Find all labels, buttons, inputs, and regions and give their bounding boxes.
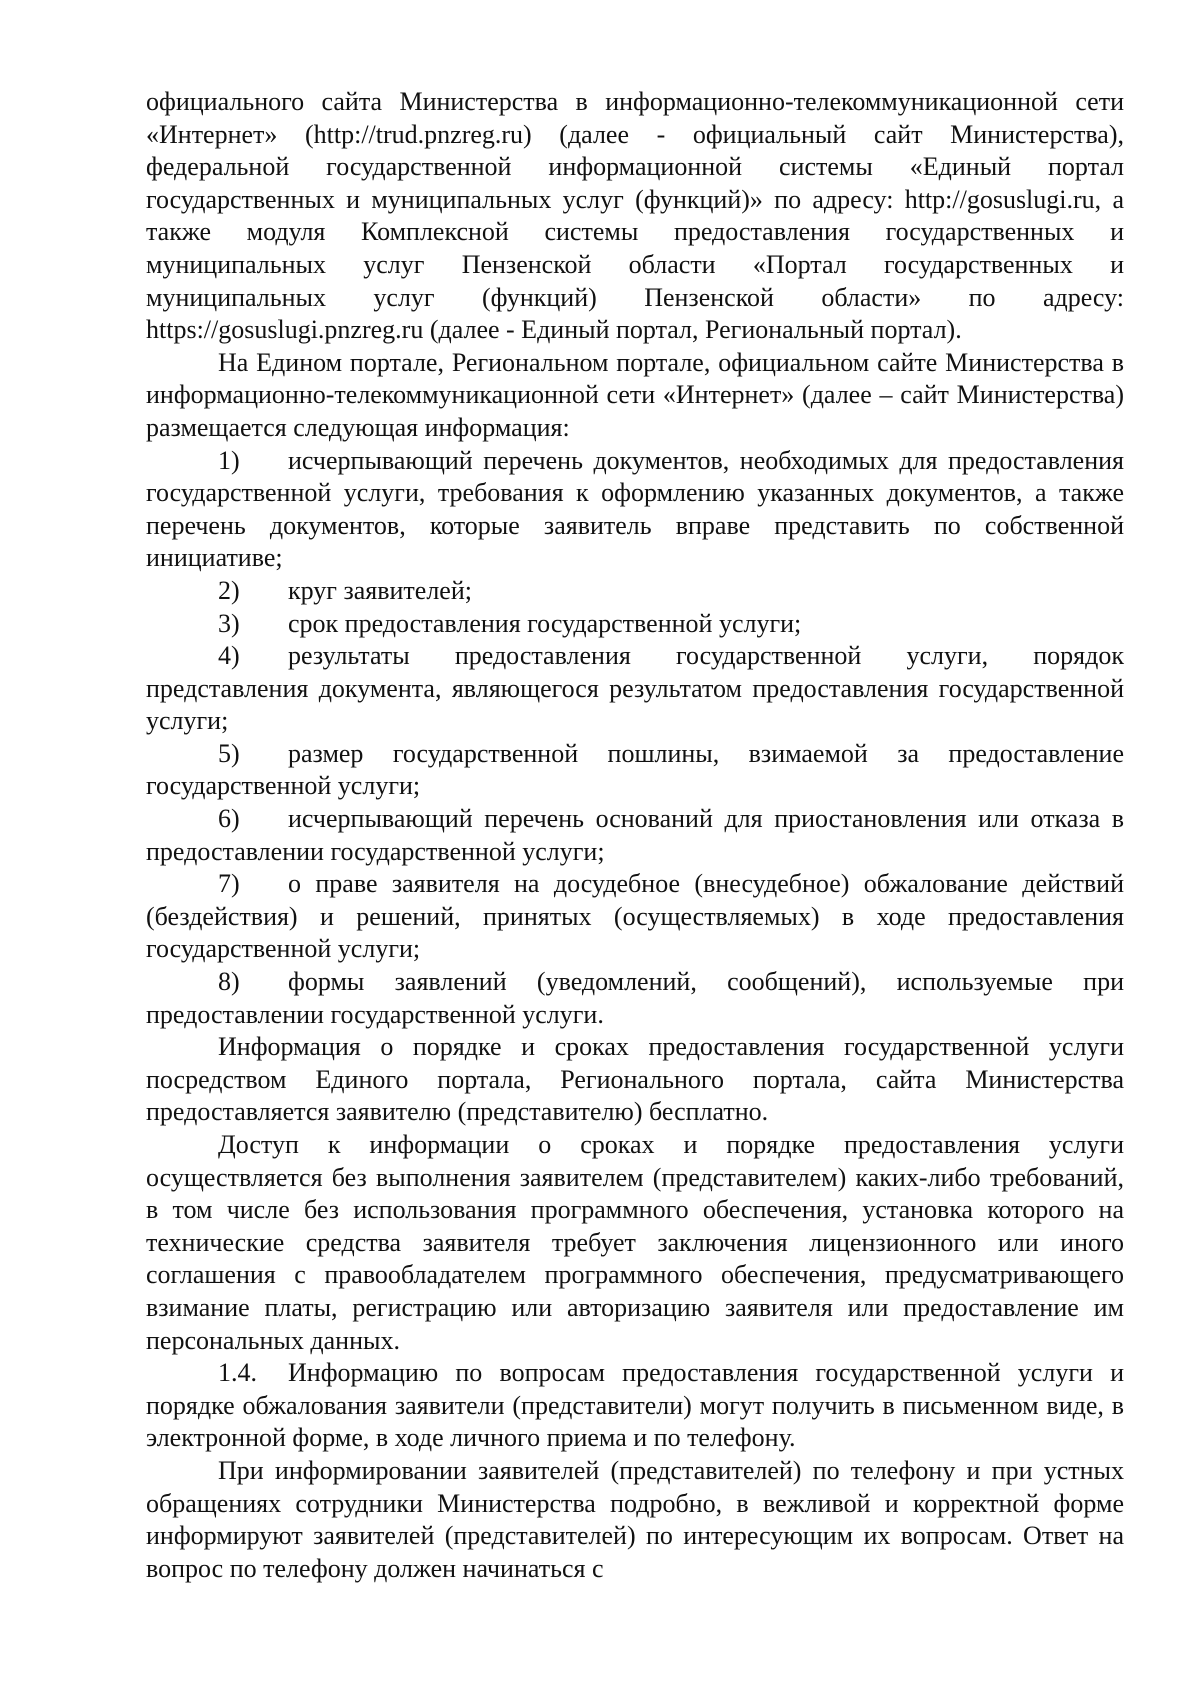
section-number: 1.4. — [218, 1358, 257, 1388]
list-item-text: срок предоставления государственной услуги; — [288, 608, 802, 638]
free-info-paragraph: Информация о порядке и сроках предоставления государственной услуги посредством Единого портала, Регионального портала, сайта Министерства предоставляется заявителю (представителю) бесплатно. — [146, 1032, 1124, 1127]
intro-paragraph: официального сайта Министерства в информационно-телекоммуникационной сети «Интернет» (http://trud.pnzreg.ru) (далее - официальный сайт Министерства), федеральной государственной информационной системы «Единый портал государственных и муниципальных услуг (функций)» по адресу: http://gosuslugi.ru, а также модуля Комплексной системы предоставления государственных и муниципальных услуг Пензенской области «Портал государственных и муниципальных услуг (функций) Пензенской области» по адресу: https://gosuslugi.pnzreg.ru (далее - Единый портал, Региональный портал). — [146, 87, 1124, 345]
list-item-text: формы заявлений (уведомлений, сообщений), используемые при предоставлении государственной услуги. — [146, 967, 1124, 1029]
portals-paragraph: На Едином портале, Региональном портале, официальном сайте Министерства в информационно-телекоммуникационной сети «Интернет» (далее – сайт Министерства) размещается следующая информация: — [146, 347, 1124, 442]
list-item-number: 2) — [218, 575, 240, 605]
list-item-number: 6) — [218, 804, 240, 834]
list-item — [146, 575, 1124, 608]
section-text: Информацию по вопросам предоставления государственной услуги и порядке обжалования заявители (представители) могут получить в письменном виде, в электронной форме, в ходе личного приема и по телефону. — [146, 1358, 1124, 1453]
information-list — [146, 445, 1124, 1032]
list-item-text: размер государственной пошлины, взимаемой за предоставление государственной услуги; — [146, 738, 1124, 801]
list-item-text: исчерпывающий перечень оснований для приостановления или отказа в предоставлении государственной услуги; — [146, 804, 1124, 866]
list-item-number: 8) — [218, 967, 240, 997]
phone-paragraph: При информировании заявителей (представителей) по телефону и при устных обращениях сотрудники Министерства подробно, в вежливой и корректной форме информируют заявителей (представителей) по интересующим их вопросам. Ответ на вопрос по телефону должен начинаться с — [146, 1455, 1124, 1583]
list-item — [146, 868, 1124, 966]
access-paragraph: Доступ к информации о сроках и порядке предоставления услуги осуществляется без выполнения заявителем (представителем) каких-либо требований, в том числе без использования программного обеспечения, установка которого на технические средства заявителя требует заключения лицензионного или иного соглашения с правообладателем программного обеспечения, предусматривающего взимание платы, регистрацию или авторизацию заявителя или предоставление им персональных данных. — [146, 1130, 1124, 1355]
list-item-text: круг заявителей; — [288, 575, 472, 605]
list-item-number: 7) — [218, 869, 240, 899]
list-item-text: результаты предоставления государственной услуги, порядок представления документа, являющегося результатом предоставления государственной услуги; — [146, 641, 1124, 736]
list-item-text: о праве заявителя на досудебное (внесудебное) обжалование действий (бездействия) и решений, принятых (осуществляемых) в ходе предоставления государственной услуги; — [146, 869, 1124, 964]
list-item-text: исчерпывающий перечень документов, необходимых для предоставления государственной услуги, требования к оформлению указанных документов, а также перечень документов, которые заявитель вправе представить по собственной инициативе; — [146, 445, 1124, 573]
list-item-number: 3) — [218, 608, 240, 638]
document-page — [146, 86, 1124, 1585]
list-item — [146, 738, 1124, 803]
list-item-number: 1) — [218, 445, 240, 475]
list-item — [146, 445, 1124, 575]
list-item — [146, 966, 1124, 1031]
list-item — [146, 608, 1124, 641]
list-item — [146, 640, 1124, 738]
section-1-4-paragraph — [146, 1357, 1124, 1455]
list-item — [146, 803, 1124, 868]
list-item-number: 5) — [218, 738, 240, 768]
list-item-number: 4) — [218, 641, 240, 671]
